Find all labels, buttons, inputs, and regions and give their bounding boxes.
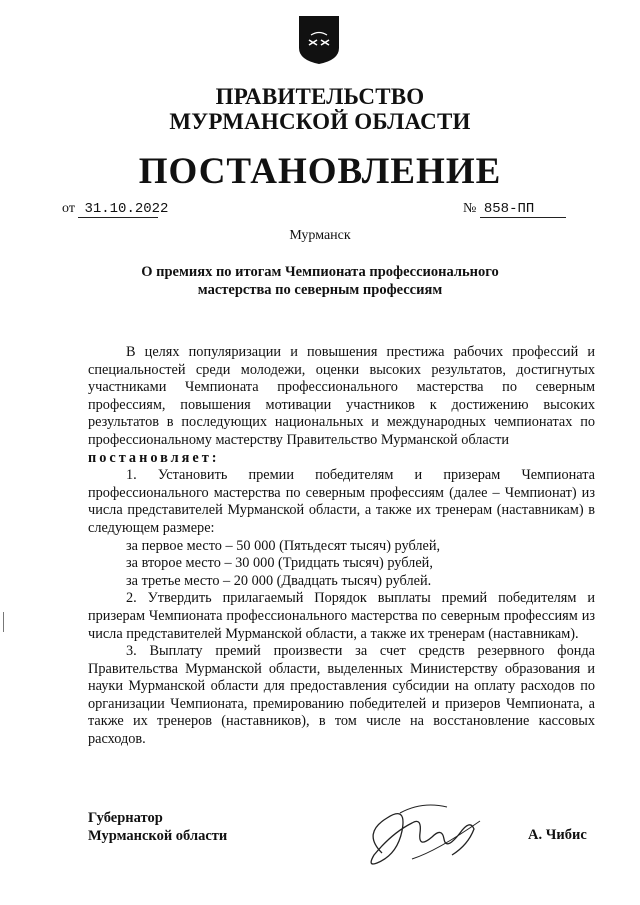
city: Мурманск	[289, 228, 351, 243]
subject-line2: мастерства по северным профессиям	[197, 282, 443, 298]
handwritten-signature-icon	[352, 793, 492, 873]
subject-line1: О премиях по итогам Чемпионата профессионального	[141, 264, 499, 280]
government-title-line1: ПРАВИТЕЛЬСТВО	[215, 84, 425, 109]
date-line	[62, 201, 169, 218]
document-number: 858-ПП	[480, 202, 566, 218]
document-type: ПОСТАНОВЛЕНИЕ	[138, 151, 502, 192]
number-line	[463, 201, 566, 218]
prize-first-place: за первое место – 50 000 (Пятьдесят тысяч) рублей,	[126, 537, 441, 554]
government-title-line2: МУРМАНСКОЙ ОБЛАСТИ	[169, 109, 471, 134]
document-date: 31.10.2022	[78, 202, 158, 218]
prize-third-place: за третье место – 20 000 (Двадцать тысяч) рублей.	[126, 572, 432, 589]
item-1: 1. Установить премии победителям и призерам Чемпионата профессионального мастерства по северным профессиям (далее – Чемпионат) из числа представителей Мурманской области, а также их тренерам (наставникам) в следующем размере:	[88, 467, 595, 536]
coat-of-arms-icon	[297, 14, 341, 66]
signer-title	[88, 809, 227, 845]
item-2: 2. Утвердить прилагаемый Порядок выплаты премий победителям и призерам Чемпионата профессионального мастерства по северным профессиям из числа представителей Мурманской области, а также их тренерам (наставникам).	[88, 590, 595, 642]
margin-mark	[3, 612, 4, 632]
document-body	[88, 344, 595, 749]
prize-second-place: за второе место – 30 000 (Тридцать тысяч) рублей,	[126, 555, 433, 572]
resolves-keyword: постановляет:	[88, 449, 220, 466]
preamble: В целях популяризации и повышения престижа рабочих профессий и специальностей среди молодежи, оценки высоких результатов, достигнутых участниками Чемпионата профессионального мастерства по северным профессиям, повышения мотивации участников к достижению высоких результатов в последующих национальных и международных чемпионатах по профессиональному мастерству Правительство Мурманской области	[88, 344, 595, 448]
item-3: 3. Выплату премий произвести за счет средств резервного фонда Правительства Мурманской области, выделенных Министерству образования и науки Мурманской области для предоставления субсидии на оплату расходов по организации Чемпионата, премированию победителей и призеров Чемпионата, а также их тренеров (наставников), в том числе на восстановление кассовых расходов.	[88, 643, 595, 748]
date-prefix: от	[62, 201, 75, 216]
number-prefix: №	[463, 201, 477, 216]
signer-title-line1: Губернатор	[88, 810, 163, 826]
document-subject	[120, 263, 520, 299]
signer-title-line2: Мурманской области	[88, 828, 228, 844]
signer-name: А. Чибис	[528, 827, 587, 843]
